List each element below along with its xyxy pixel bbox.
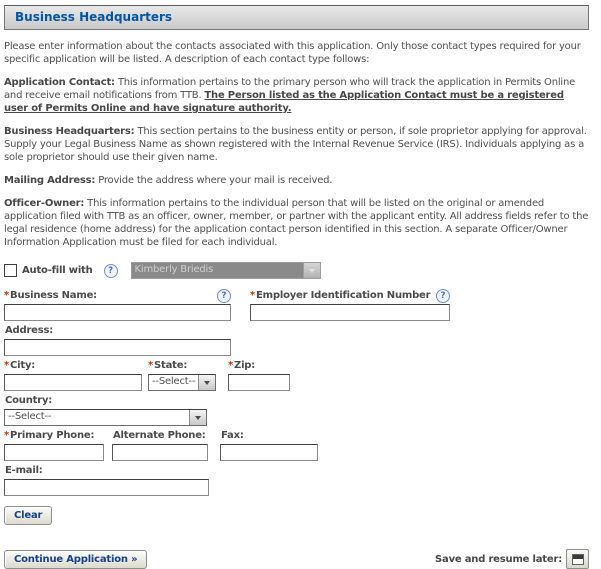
- city-label: *City:: [4, 360, 36, 371]
- fax-group: [220, 430, 318, 461]
- autofill-select[interactable]: [131, 262, 321, 279]
- primary-phone-label: *Primary Phone:: [4, 430, 95, 441]
- description-officer-owner: [4, 197, 589, 249]
- state-group: [148, 360, 216, 391]
- business-headquarters-form: [4, 290, 589, 569]
- description-text: This section pertains to the business entity or person, if sole proprietor applying for approval. Supply your Legal Business Name as shown registered with the Internal Revenue Service (IRS). Individuals applying as a sole proprietor should use their given name.: [4, 126, 587, 163]
- zip-group: [228, 360, 290, 391]
- help-icon[interactable]: ?: [104, 264, 118, 278]
- autofill-label: Auto-fill with: [22, 265, 93, 276]
- fax-label: Fax:: [221, 430, 244, 441]
- help-icon[interactable]: ?: [436, 289, 450, 303]
- primary-phone-input[interactable]: [4, 444, 104, 461]
- business-name-label: *Business Name: ?: [4, 290, 231, 302]
- required-marker: *: [4, 360, 10, 371]
- country-group: [4, 395, 207, 426]
- required-marker: *: [4, 430, 10, 441]
- description-application-contact: [4, 76, 589, 115]
- description-emphasis: The Person listed as the Application Contact must be a registered user of Permits Online and have signature authority.: [4, 90, 564, 114]
- continue-application-button[interactable]: Continue Application »: [4, 550, 147, 569]
- country-select[interactable]: [4, 409, 207, 426]
- city-group: [4, 360, 142, 391]
- save-resume-area: [435, 549, 589, 569]
- country-label: Country:: [5, 395, 53, 406]
- required-marker: *: [228, 360, 234, 371]
- description-text: Provide the address where your mail is received.: [95, 175, 333, 186]
- ein-label: *Employer Identification Number ?: [250, 290, 450, 302]
- term-officer-owner: Officer-Owner:: [4, 198, 85, 209]
- city-input[interactable]: [4, 374, 142, 391]
- email-label: E-mail:: [5, 465, 43, 476]
- term-application-contact: Application Contact:: [4, 77, 115, 88]
- state-label: *State:: [148, 360, 188, 371]
- ein-group: [250, 290, 450, 321]
- clear-button[interactable]: Clear: [4, 506, 52, 525]
- contact-descriptions: [4, 40, 589, 249]
- description-text: This information pertains to the individual person that will be listed on the original or amended application filed with TTB as an officer, owner, member, or partner with the applicant entity. All address fields refer to the legal residence (home address) for the application contact person identified in this section. A separate Officer/Owner Information Application must be filed for each individual.: [4, 198, 589, 248]
- autofill-selected-value: Kimberly Briedis: [134, 264, 214, 275]
- email-input[interactable]: [4, 479, 209, 496]
- ein-input[interactable]: [250, 304, 450, 321]
- save-resume-label: Save and resume later:: [435, 553, 562, 565]
- alternate-phone-group: [112, 430, 208, 461]
- section-header-bar: [4, 5, 589, 30]
- address-input[interactable]: [4, 339, 231, 356]
- email-group: [4, 465, 209, 496]
- address-label: Address:: [5, 325, 54, 336]
- required-marker: *: [148, 360, 154, 371]
- required-marker: *: [4, 290, 10, 301]
- description-mailing-address: [4, 174, 589, 187]
- alternate-phone-label: Alternate Phone:: [113, 430, 206, 441]
- save-icon: [572, 554, 584, 565]
- zip-input[interactable]: [228, 374, 290, 391]
- intro-text: Please enter information about the contacts associated with this application. Only those contact types required for your specific application will be listed. A description of each contact type follows:: [4, 41, 581, 65]
- primary-phone-group: [4, 430, 104, 461]
- address-group: [4, 325, 231, 356]
- help-icon[interactable]: ?: [217, 289, 231, 303]
- zip-label: *Zip:: [228, 360, 256, 371]
- save-resume-button[interactable]: [566, 549, 589, 569]
- dropdown-arrow-icon: [189, 410, 206, 425]
- required-marker: *: [250, 290, 256, 301]
- dropdown-arrow-icon: [198, 375, 215, 390]
- state-selected-value: --Select--: [152, 376, 196, 387]
- page-title: Business Headquarters: [15, 10, 173, 24]
- dropdown-arrow-icon: [303, 263, 320, 278]
- country-selected-value: --Select--: [8, 411, 52, 422]
- fax-input[interactable]: [220, 444, 318, 461]
- autofill-row: [4, 262, 589, 279]
- description-business-headquarters: [4, 125, 589, 164]
- business-name-input[interactable]: [4, 304, 231, 321]
- bottom-action-row: [4, 549, 589, 569]
- autofill-checkbox[interactable]: [4, 264, 17, 277]
- state-select[interactable]: [148, 374, 216, 391]
- description-text: This information pertains to the primary person who will track the application in Permits Online and receive email notifications from TTB.: [4, 77, 576, 101]
- term-mailing-address: Mailing Address:: [4, 175, 96, 186]
- business-name-group: [4, 290, 231, 321]
- alternate-phone-input[interactable]: [112, 444, 208, 461]
- term-business-headquarters: Business Headquarters:: [4, 126, 135, 137]
